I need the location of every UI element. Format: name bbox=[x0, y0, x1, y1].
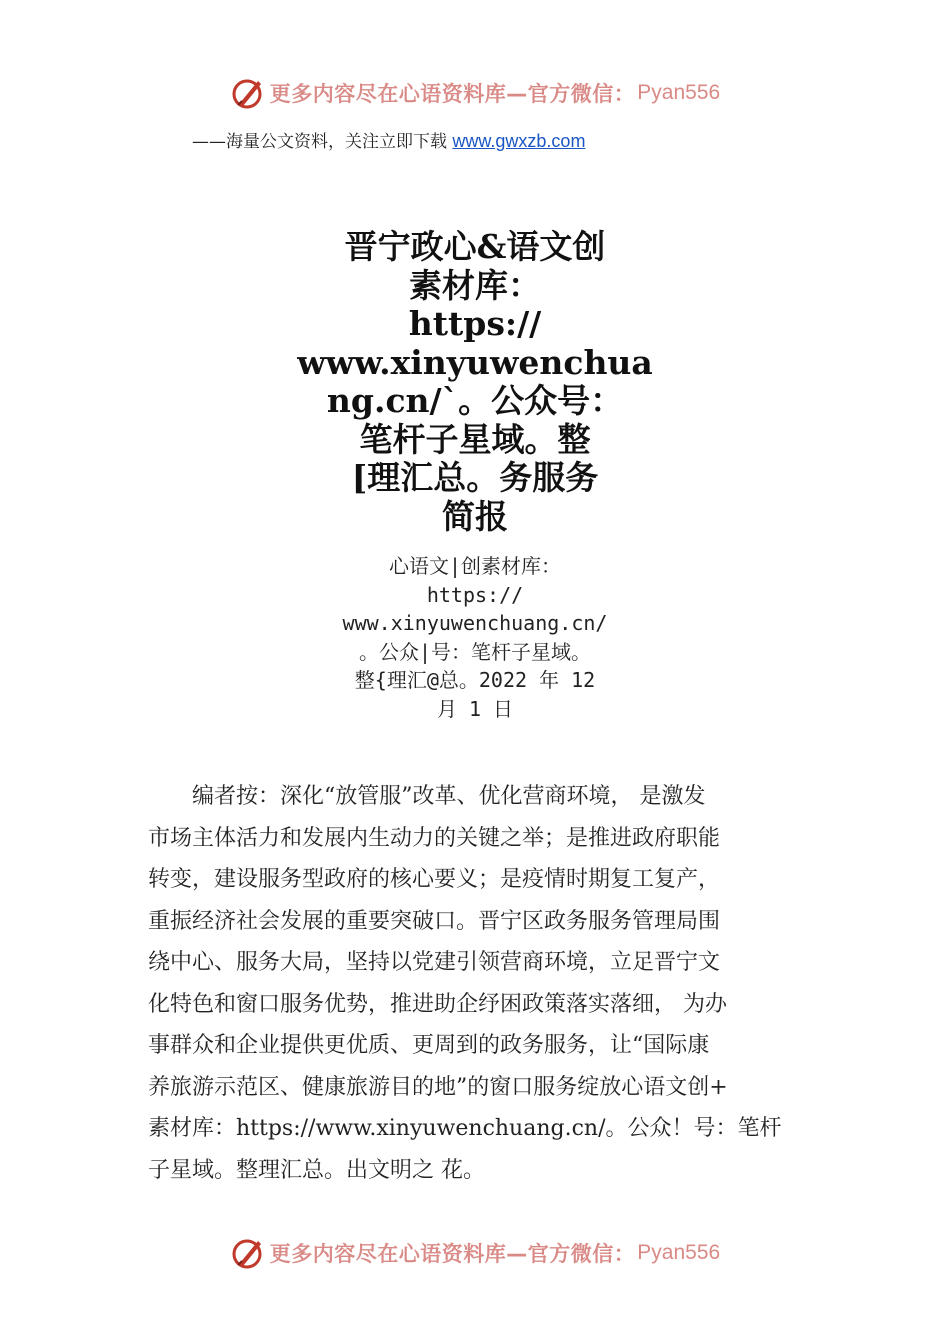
document-meta bbox=[0, 552, 950, 723]
footer-banner-text: 更多内容尽在心语资料库—官方微信： bbox=[269, 1242, 636, 1266]
header-wechat-id: Pyan556 bbox=[637, 81, 721, 104]
body-line: 重振经济社会发展的重要突破口。晋宁区政务服务管理局围 bbox=[148, 908, 721, 934]
title-line: https:// bbox=[408, 304, 542, 343]
document-title bbox=[0, 228, 950, 536]
title-line: [理汇总。务服务 bbox=[351, 458, 599, 497]
quill-pen-logo-icon bbox=[230, 1235, 266, 1271]
meta-line: 月 1 日 bbox=[436, 696, 514, 721]
meta-line: https:// bbox=[426, 582, 524, 607]
title-line: 笔杆子星域。整 bbox=[359, 419, 591, 459]
header-banner-text: 更多内容尽在心语资料库—官方微信： bbox=[269, 82, 636, 106]
meta-line: 心语文|创素材库： bbox=[388, 554, 562, 578]
body-line: 转变，建设服务型政府的核心要义；是疫情时期复工复产， bbox=[148, 867, 721, 892]
meta-line: www.xinyuwenchuang.cn/ bbox=[342, 611, 608, 635]
quill-pen-logo-icon bbox=[230, 75, 266, 111]
download-notice-text: ——海量公文资料，关注立即下载 bbox=[192, 132, 453, 152]
body-line: 市场主体活力和发展内生动力的关键之举；是推进政府职能 bbox=[148, 825, 721, 851]
editor-note-paragraph bbox=[148, 776, 818, 1191]
download-notice bbox=[192, 127, 585, 152]
download-link[interactable]: www.gwxzb.com bbox=[452, 131, 586, 151]
body-line: 事群众和企业提供更优质、更周到的政务服务，让“国际康 bbox=[148, 1033, 710, 1058]
title-line: 晋宁政心&语文创 bbox=[344, 227, 606, 266]
body-line: 绕中心、服务大局，坚持以党建引领营商环境，立足晋宁文 bbox=[148, 950, 721, 975]
footer-banner bbox=[0, 1230, 950, 1276]
title-line: ng.cn/`。公众号： bbox=[326, 381, 624, 420]
body-line: 编者按：深化“放管服”改革、优化营商环境， 是激发 bbox=[148, 784, 706, 809]
meta-line: 。公众|号：笔杆子星域。 bbox=[358, 639, 592, 664]
body-line: 养旅游示范区、健康旅游目的地”的窗口服务绽放心语文创+ bbox=[148, 1074, 728, 1100]
footer-wechat-id: Pyan556 bbox=[637, 1241, 721, 1264]
header-banner bbox=[0, 70, 950, 116]
body-line: 素材库：https://www.xinyuwenchuang.cn/。公众！号：笔杆 bbox=[148, 1116, 782, 1141]
body-line: 化特色和窗口服务优势，推进助企纾困政策落实落细， 为办 bbox=[148, 991, 727, 1017]
meta-line: 整{理汇@总。2022 年 12 bbox=[354, 668, 596, 692]
title-line: 素材库： bbox=[409, 265, 541, 305]
body-line: 子星域。整理汇总。出文明之 花。 bbox=[148, 1157, 485, 1183]
title-line: www.xinyuwenchua bbox=[297, 342, 653, 382]
title-line: 简报 bbox=[442, 496, 508, 536]
